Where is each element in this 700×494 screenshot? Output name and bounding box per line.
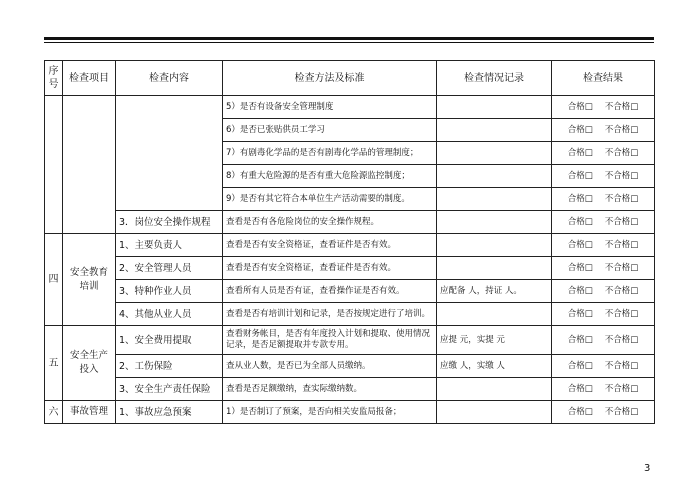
- pass-checkbox[interactable]: 合格□: [567, 193, 593, 204]
- content-cell: [116, 96, 223, 211]
- pass-checkbox[interactable]: 合格□: [567, 406, 593, 417]
- result-cell: [552, 165, 655, 188]
- table-row: [45, 257, 655, 280]
- result-cell: [552, 378, 655, 401]
- fail-checkbox[interactable]: 不合格□: [604, 383, 639, 394]
- result-cell: [552, 188, 655, 211]
- record-cell[interactable]: [437, 257, 552, 280]
- table-row: [45, 355, 655, 378]
- table-row: [45, 378, 655, 401]
- result-cell: [552, 142, 655, 165]
- method-cell: 1）是否制订了预案，是否向相关安监局报备；: [223, 401, 437, 424]
- result-cell: [552, 326, 655, 355]
- record-cell[interactable]: [437, 234, 552, 257]
- result-cell: [552, 96, 655, 119]
- pass-checkbox[interactable]: 合格□: [567, 262, 593, 273]
- record-cell[interactable]: [437, 303, 552, 326]
- item-cell: 事故管理: [63, 401, 116, 424]
- col-seq-header: 序号: [45, 61, 63, 96]
- col-method-header: 检查方法及标准: [223, 61, 437, 96]
- seq-cell: [45, 96, 63, 234]
- record-cell[interactable]: 应缴 人，实缴 人: [437, 355, 552, 378]
- record-cell[interactable]: [437, 165, 552, 188]
- result-cell: [552, 280, 655, 303]
- record-cell[interactable]: [437, 142, 552, 165]
- record-cell[interactable]: 应提 元，实提 元: [437, 326, 552, 355]
- result-cell: [552, 119, 655, 142]
- pass-checkbox[interactable]: 合格□: [567, 216, 593, 227]
- item-cell: [63, 96, 116, 234]
- table-row: [45, 401, 655, 424]
- fail-checkbox[interactable]: 不合格□: [604, 285, 639, 296]
- inspection-table: [44, 60, 655, 424]
- col-content-header: 检查内容: [116, 61, 223, 96]
- content-cell: 3、特种作业人员: [116, 280, 223, 303]
- record-cell[interactable]: [437, 211, 552, 234]
- content-cell: 3．岗位安全操作规程: [116, 211, 223, 234]
- content-cell: 1、事故应急预案: [116, 401, 223, 424]
- fail-checkbox[interactable]: 不合格□: [604, 334, 639, 345]
- pass-checkbox[interactable]: 合格□: [567, 360, 593, 371]
- pass-checkbox[interactable]: 合格□: [567, 308, 593, 319]
- col-result-header: 检查结果: [552, 61, 655, 96]
- seq-cell: 四: [45, 234, 63, 326]
- method-cell: 5）是否有设备安全管理制度: [223, 96, 437, 119]
- pass-checkbox[interactable]: 合格□: [567, 170, 593, 181]
- pass-checkbox[interactable]: 合格□: [567, 239, 593, 250]
- fail-checkbox[interactable]: 不合格□: [604, 170, 639, 181]
- method-cell: 9）是否有其它符合本单位生产活动需要的制度。: [223, 188, 437, 211]
- content-cell: 3、安全生产责任保险: [116, 378, 223, 401]
- content-cell: 1、主要负责人: [116, 234, 223, 257]
- table-row: [45, 280, 655, 303]
- record-cell[interactable]: 应配备 人，持证 人。: [437, 280, 552, 303]
- fail-checkbox[interactable]: 不合格□: [604, 101, 639, 112]
- method-cell: 查看财务帐目，是否有年度投入计划和提取、使用情况记录，是否足额提取并专款专用。: [223, 326, 437, 355]
- result-cell: [552, 401, 655, 424]
- seq-cell: 六: [45, 401, 63, 424]
- fail-checkbox[interactable]: 不合格□: [604, 239, 639, 250]
- seq-cell: 五: [45, 326, 63, 401]
- header-rule-thick: [44, 37, 654, 40]
- record-cell[interactable]: [437, 401, 552, 424]
- fail-checkbox[interactable]: 不合格□: [604, 360, 639, 371]
- fail-checkbox[interactable]: 不合格□: [604, 147, 639, 158]
- pass-checkbox[interactable]: 合格□: [567, 124, 593, 135]
- table-row: [45, 234, 655, 257]
- content-cell: 4、其他从业人员: [116, 303, 223, 326]
- table-header-row: [45, 61, 655, 96]
- fail-checkbox[interactable]: 不合格□: [604, 216, 639, 227]
- item-cell: 安全生产投入: [63, 326, 116, 401]
- method-cell: 查看所有人员是否有证，查看操作证是否有效。: [223, 280, 437, 303]
- fail-checkbox[interactable]: 不合格□: [604, 406, 639, 417]
- pass-checkbox[interactable]: 合格□: [567, 334, 593, 345]
- result-cell: [552, 355, 655, 378]
- result-cell: [552, 303, 655, 326]
- pass-checkbox[interactable]: 合格□: [567, 383, 593, 394]
- pass-checkbox[interactable]: 合格□: [567, 147, 593, 158]
- content-cell: 2、工伤保险: [116, 355, 223, 378]
- pass-checkbox[interactable]: 合格□: [567, 101, 593, 112]
- record-cell[interactable]: [437, 188, 552, 211]
- method-cell: 7）有剧毒化学品的是否有剧毒化学品的管理制度；: [223, 142, 437, 165]
- result-cell: [552, 211, 655, 234]
- method-cell: 查看是否有各危险岗位的安全操作规程。: [223, 211, 437, 234]
- method-cell: 查看是否有培训计划和记录，是否按规定进行了培训。: [223, 303, 437, 326]
- record-cell[interactable]: [437, 119, 552, 142]
- item-cell: 安全教育培训: [63, 234, 116, 326]
- fail-checkbox[interactable]: 不合格□: [604, 124, 639, 135]
- table-row: [45, 211, 655, 234]
- method-cell: 8）有重大危险源的是否有重大危险源监控制度；: [223, 165, 437, 188]
- fail-checkbox[interactable]: 不合格□: [604, 193, 639, 204]
- fail-checkbox[interactable]: 不合格□: [604, 262, 639, 273]
- page-number: 3: [644, 463, 651, 474]
- col-record-header: 检查情况记录: [437, 61, 552, 96]
- method-cell: 查看是否足额缴纳，查实际缴纳数。: [223, 378, 437, 401]
- content-cell: 1、安全费用提取: [116, 326, 223, 355]
- record-cell[interactable]: [437, 96, 552, 119]
- table-row: [45, 96, 655, 119]
- result-cell: [552, 257, 655, 280]
- record-cell[interactable]: [437, 378, 552, 401]
- fail-checkbox[interactable]: 不合格□: [604, 308, 639, 319]
- col-item-header: 检查项目: [63, 61, 116, 96]
- table-row: [45, 326, 655, 355]
- method-cell: 查看是否有安全资格证，查看证件是否有效。: [223, 234, 437, 257]
- header-rule-thin: [44, 42, 654, 43]
- method-cell: 查看是否有安全资格证，查看证件是否有效。: [223, 257, 437, 280]
- content-cell: 2、安全管理人员: [116, 257, 223, 280]
- table-row: [45, 303, 655, 326]
- method-cell: 6）是否已张贴供员工学习: [223, 119, 437, 142]
- pass-checkbox[interactable]: 合格□: [567, 285, 593, 296]
- result-cell: [552, 234, 655, 257]
- method-cell: 查从业人数，是否已为全部人员缴纳。: [223, 355, 437, 378]
